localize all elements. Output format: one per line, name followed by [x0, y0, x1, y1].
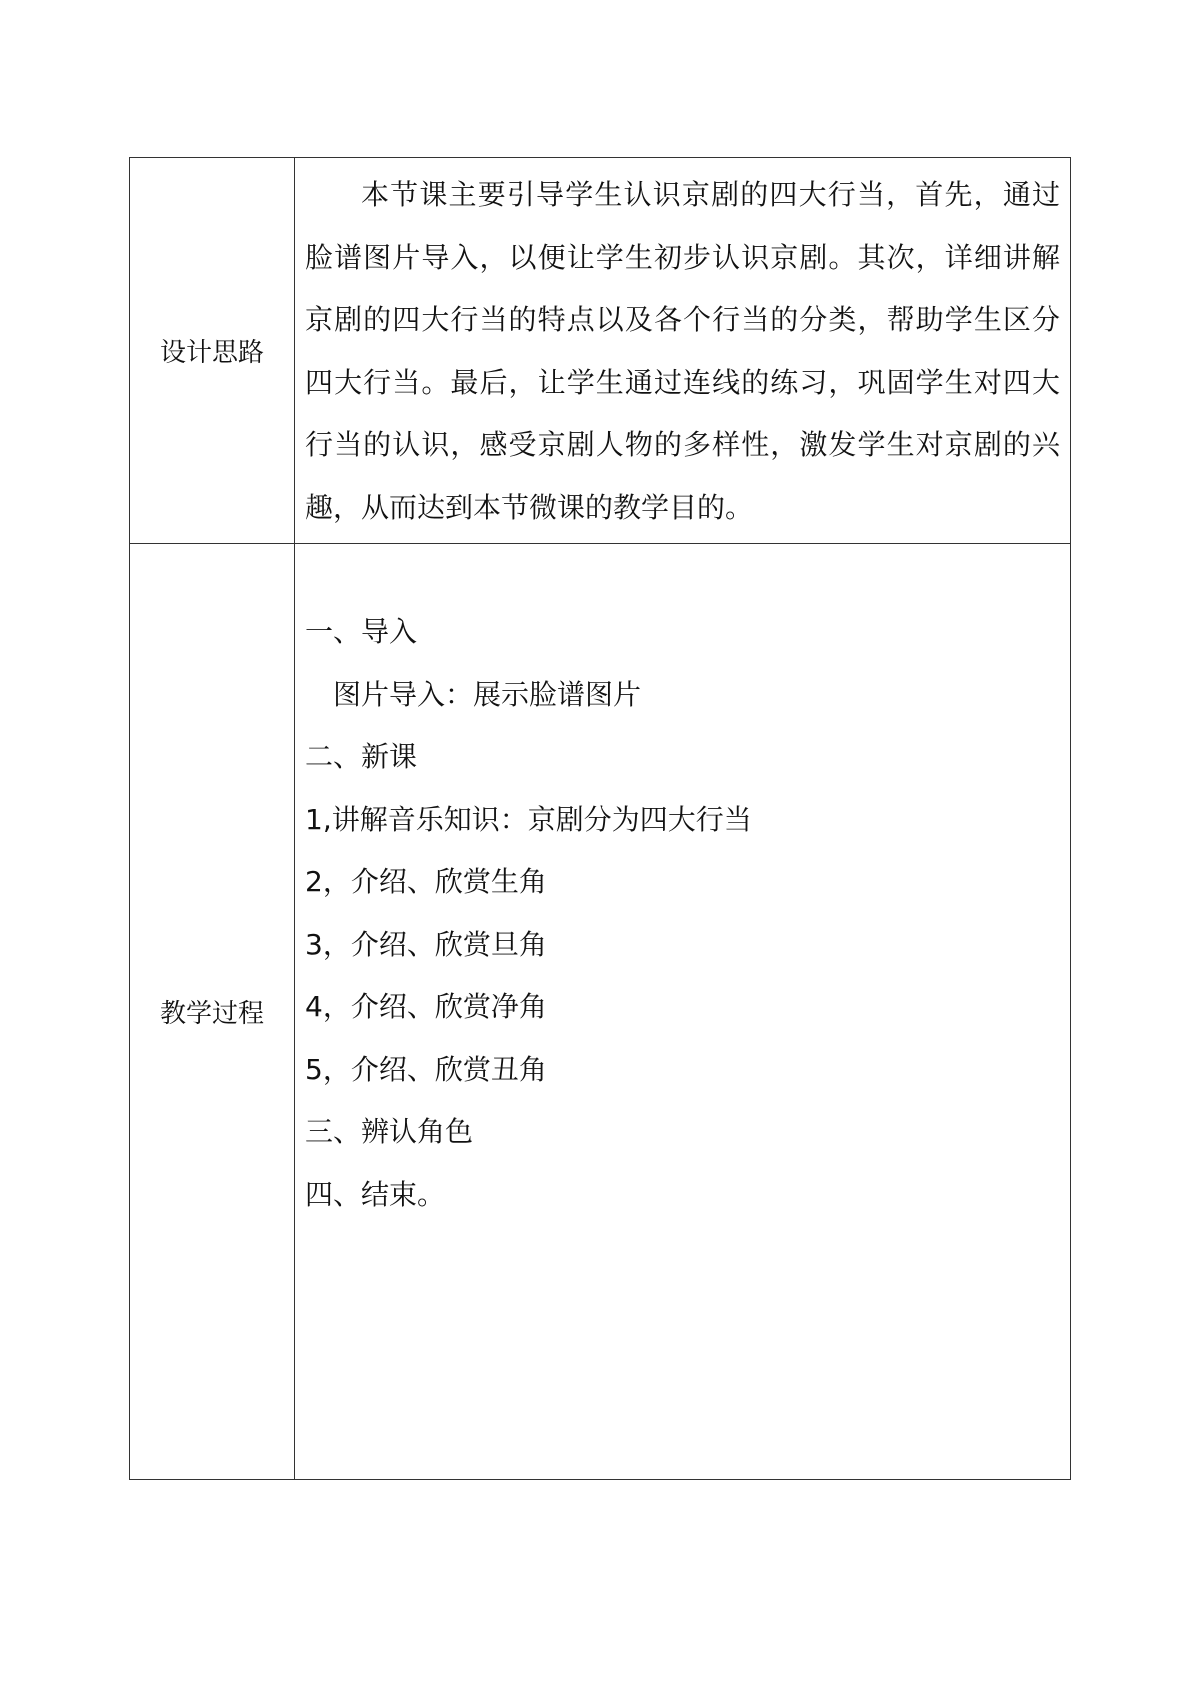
process-item-step-1: 1,讲解音乐知识：京剧分为四大行当 — [305, 802, 752, 836]
lesson-plan-table — [129, 157, 1071, 1480]
process-content-cell — [295, 544, 1071, 1480]
process-item-step-2: 2，介绍、欣赏生角 — [305, 865, 547, 898]
process-item-end-heading: 四、结束。 — [305, 1177, 446, 1211]
design-row — [130, 158, 1071, 544]
process-item-step-5: 5，介绍、欣赏丑角 — [305, 1052, 547, 1086]
process-list — [295, 544, 1070, 1226]
process-item-new-lesson-heading: 二、新课 — [305, 740, 418, 773]
process-item-intro-heading: 一、导入 — [305, 615, 418, 648]
design-paragraph: 本节课主要引导学生认识京剧的四大行当，首先，通过脸谱图片导入，以便让学生初步认识京剧。其次，详细讲解京剧的四大行当的特点以及各个行当的分类，帮助学生区分四大行当。最后，让学生通过连线的练习，巩固学生对四大行当的认识，感受京剧人物的多样性，激发学生对京剧的兴趣，从而达到本节微课的教学目的。 — [305, 178, 1060, 524]
process-item-identify-heading: 三、辨认角色 — [305, 1115, 474, 1148]
process-item-intro-detail: 图片导入：展示脸谱图片 — [333, 677, 642, 711]
design-label: 设计思路 — [130, 158, 295, 544]
process-row — [130, 544, 1071, 1480]
process-label: 教学过程 — [130, 544, 295, 1480]
design-content-cell — [295, 158, 1071, 544]
process-item-step-4: 4，介绍、欣赏净角 — [305, 990, 547, 1023]
process-item-step-3: 3，介绍、欣赏旦角 — [305, 927, 547, 961]
